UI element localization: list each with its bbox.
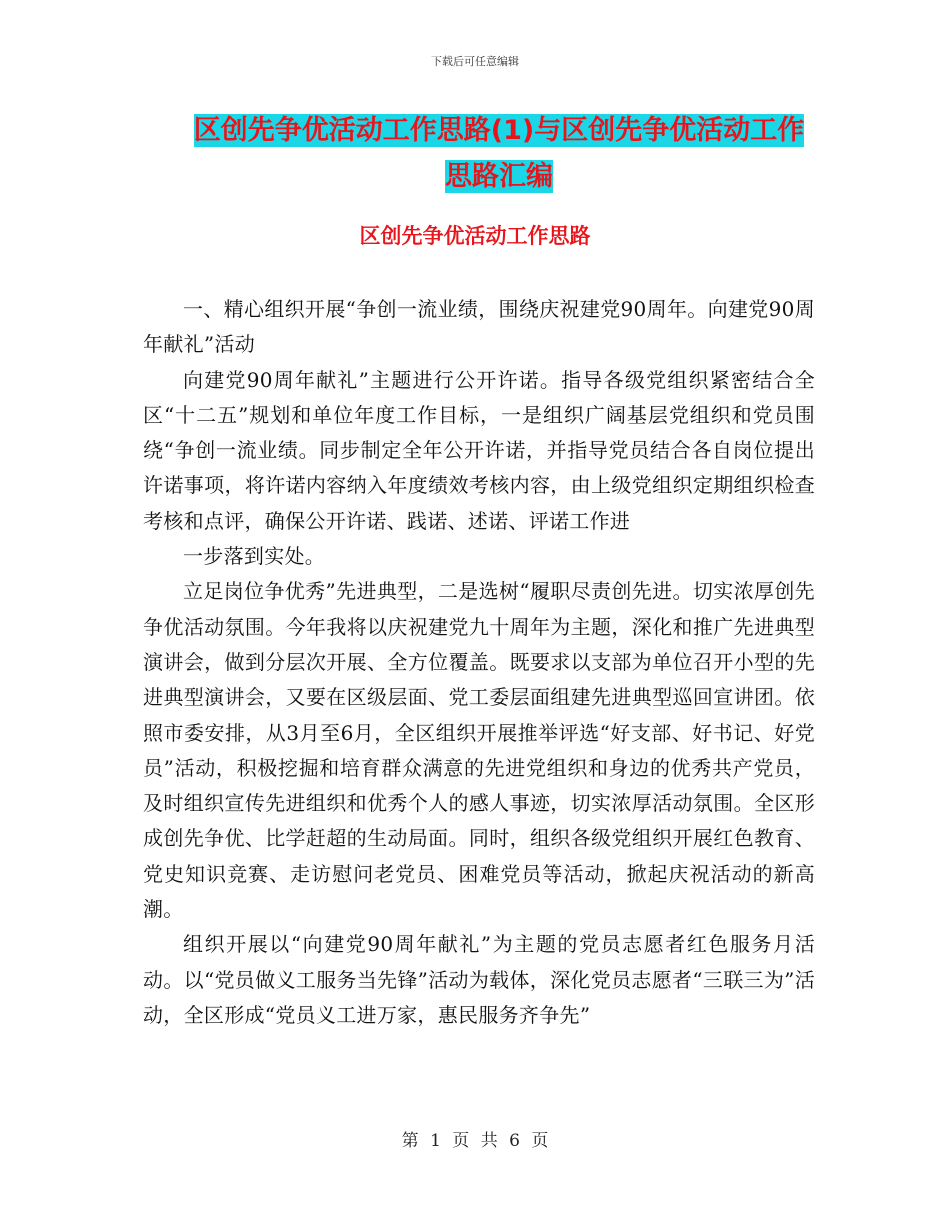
document-main-title (188, 108, 810, 200)
paragraph-2: 向建党90周年献礼”主题进行公开许诺。指导各级党组织紧密结合全区“十二五”规划和单位年度工作目标，一是组织广阔基层党组织和党员围绕“争创一流业绩。同步制定全年公开许诺，并指导党员结合各自岗位提出许诺事项，将许诺内容纳入年度绩效考核内容，由上级党组织定期组织检查考核和点评，确保公开许诺、践诺、述诺、评诺工作进 (143, 367, 815, 533)
paragraph-3: 一步落到实处。 (183, 544, 326, 569)
section-title: 区创先争优活动工作思路 (359, 224, 591, 248)
paragraph-4: 立足岗位争优秀”先进典型，二是选树“履职尽责创先进。切实浓厚创先争优活动氛围。今年我将以庆祝建党九十周年为主题，深化和推广先进典型演讲会，做到分层次开展、全方位覆盖。既要求以支部为单位召开小型的先进典型演讲会，又要在区级层面、党工委层面组建先进典型巡回宣讲团。依照市委安排，从3月至6月，全区组织开展推举评选“好支部、好书记、好党员”活动，积极挖掘和培育群众满意的先进党组织和身边的优秀共产党员，及时组织宣传先进组织和优秀个人的感人事迹，切实浓厚活动氛围。全区形成创先争优、比学赶超的生动局面。同时，组织各级党组织开展红色教育、党史知识竞赛、走访慰问老党员、困难党员等活动，掀起庆祝活动的新高潮。 (143, 579, 815, 922)
page-footer: 第 1 页 共 6 页 (401, 1131, 549, 1151)
header-note: 下载后可任意编辑 (431, 55, 519, 68)
paragraph-5: 组织开展以“向建党90周年献礼”为主题的党员志愿者红色服务月活动。以“党员做义工服务当先锋”活动为载体，深化党员志愿者“三联三为”活动，全区形成“党员义工进万家，惠民服务齐争先” (143, 932, 815, 1027)
document-body (143, 292, 815, 1033)
main-title-text: 区创先争优活动工作思路(1)与区创先争优活动工作思路汇编 (193, 115, 805, 192)
paragraph-1: 一、精心组织开展“争创一流业绩，围绕庆祝建党90周年。向建党90周年献礼”活动 (143, 297, 815, 357)
